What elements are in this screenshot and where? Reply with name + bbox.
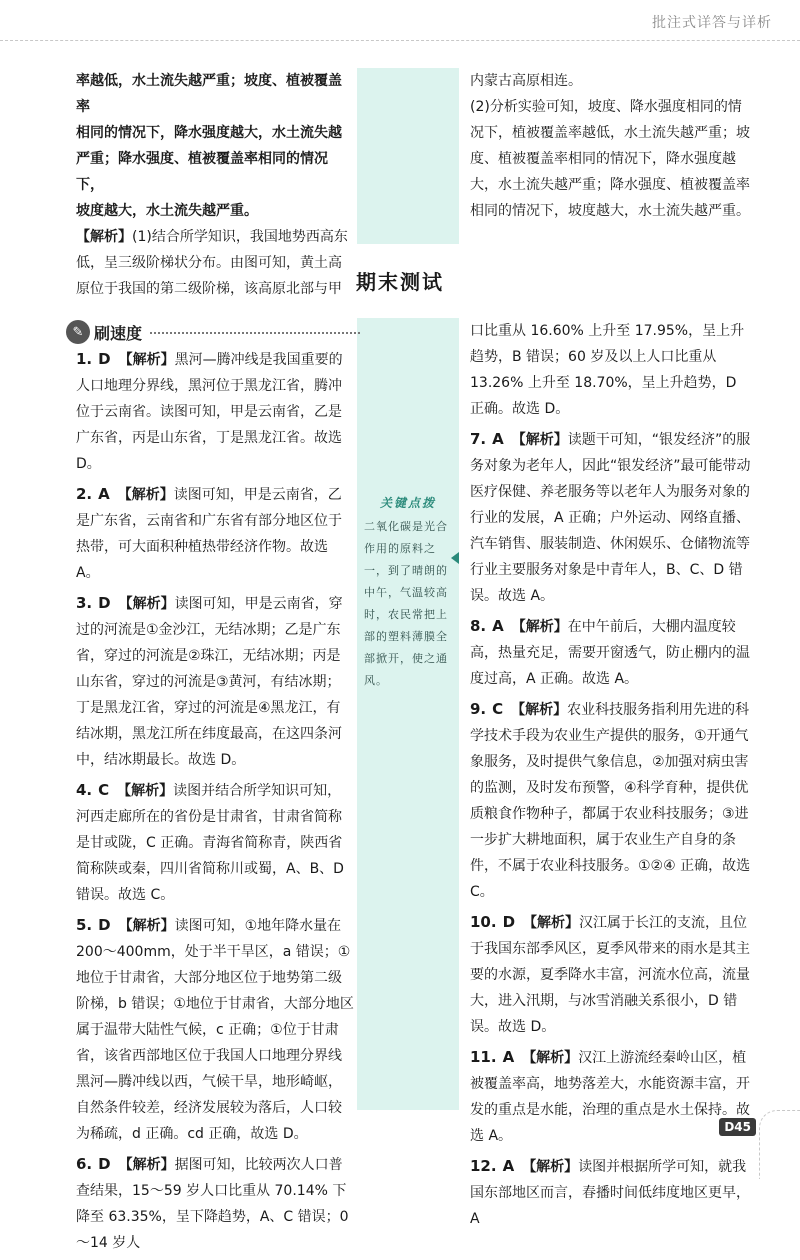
analysis-label: 【解析】 <box>117 783 174 799</box>
answer-choice: A <box>502 1048 515 1066</box>
analysis-text: 口比重从 16.60% 上升至 17.95%，呈上升趋势，B 错误；60 岁及以上人口比重从 13.26% 上升至 18.70%，呈上升趋势，D 正确。故选 D。 <box>470 323 745 417</box>
analysis-label: 【解析】 <box>118 596 175 612</box>
analysis-text: (1)结合所学知识，我国地势西高东低，呈三级阶梯状分布。由图可知，黄土高原位于我国的第二级阶梯，该高原北部与甲 <box>76 229 348 297</box>
answer-item <box>470 1153 752 1232</box>
analysis-text: 读图并根据所学可知，就我国东部地区而言，春播时间低纬度地区更早，A <box>470 1159 750 1227</box>
answer-line: 坡度越大，水土流失越严重。 <box>76 203 258 219</box>
answer-item <box>470 426 752 609</box>
answer-item <box>470 909 752 1040</box>
analysis-text: 汉江上游流经秦岭山区，植被覆盖率高，地势落差大，水能资源丰富，开发的重点是水能，治理的重点是水土保持。故选 A。 <box>470 1050 750 1144</box>
margin-note-strip <box>357 318 459 1110</box>
answer-item <box>470 1044 752 1149</box>
analysis-text: 读图并结合所学知识可知，河西走廊所在的省份是甘肃省，甘肃省简称是甘或陇，C 正确。青海省简称青，陕西省简称陕或秦，四川省简称川或蜀，A、B、D 错误。故选 C。 <box>76 783 344 903</box>
analysis-part2: (2)分析实验可知，坡度、降水强度相同的情况下，植被覆盖率越低，水土流失越严重；坡度、植被覆盖率相同的情况下，降水强度越大，水土流失越严重；降水强度、植被覆盖率相同的情况下，坡度越大，水土流失越严重。 <box>470 99 750 219</box>
question-number: 7. <box>470 430 487 448</box>
margin-note-strip-top <box>357 68 459 244</box>
answer-line: 严重；降水强度、植被覆盖率相同的情况下， <box>76 151 328 193</box>
answer-choice: D <box>502 913 516 931</box>
analysis-text: 读图可知，甲是云南省，穿过的河流是①金沙江，无结冰期；乙是广东省，穿过的河流是②珠江，无结冰期；丙是山东省，穿过的河流是③黄河，有结冰期；丁是黑龙江省，穿过的河流是④黑龙江，有结冰期，黑龙江所在纬度最高，在这四条河中，结冰期最长。故选 D。 <box>76 596 343 768</box>
question-number: 6. <box>76 1155 93 1173</box>
left-answers-column <box>76 346 354 1260</box>
answer-line: 相同的情况下，降水强度越大，水土流失越 <box>76 125 342 141</box>
analysis-label: 【解析】 <box>117 487 174 503</box>
analysis-text: 读图可知，①地年降水量在 200～400mm，处于半干旱区，a 错误；①地位于甘肃省，大部分地区位于地势第二级阶梯，b 错误；①地位于甘肃省，大部分地区属于温带大陆性气候，c 正确；①位于甘肃省，该省西部地区位于我国人口地理分界线黑河—腾冲线以西，气候干旱，地形崎岖，自然条件较差，经济发展较为落后，人口较为稀疏，d 正确。cd 正确，故选 D。 <box>76 918 354 1142</box>
analysis-label: 【解析】 <box>118 352 175 368</box>
answer-choice: D <box>98 916 111 934</box>
note-pointer-icon <box>451 552 459 564</box>
analysis-label: 【解析】 <box>522 1159 579 1175</box>
analysis-text: 在中午前后，大棚内温度较高，热量充足，需要开窗透气，防止棚内的温度过高，A 正确。故选 A。 <box>470 619 750 687</box>
answer-item <box>470 613 752 692</box>
dotted-rule <box>150 332 360 334</box>
answer-item <box>470 696 752 905</box>
answer-item <box>76 590 354 773</box>
analysis-label: 【解析】 <box>523 915 580 931</box>
question-number: 8. <box>470 617 487 635</box>
speed-label: 刷速度 <box>94 323 143 343</box>
analysis-label: 【解析】 <box>511 619 568 635</box>
analysis-label: 【解析】 <box>511 432 568 448</box>
analysis-text: 汉江属于长江的支流，且位于我国东部季风区，夏季风带来的雨水是其主要的水源，夏季降水丰富，河流水位高，流量大，进入汛期，与冰雪消融关系很小，D 错误。故选 D。 <box>470 915 750 1035</box>
header-divider <box>0 40 800 41</box>
analysis-label: 【解析】 <box>118 918 175 934</box>
answer-item <box>76 777 354 908</box>
answer-choice: A <box>98 485 110 503</box>
question-number: 5. <box>76 916 93 934</box>
answer-item <box>76 346 354 477</box>
analysis-text: 黑河—腾冲线是我国重要的人口地理分界线，黑河位于黑龙江省，腾冲位于云南省。读图可知，甲是云南省，乙是广东省，丙是山东省，丁是黑龙江省。故选 D。 <box>76 352 343 472</box>
section-title: 期末测试 <box>356 270 444 294</box>
answer-choice: C <box>492 700 504 718</box>
analysis-text: 农业科技服务指利用先进的科学技术手段为农业生产提供的服务，①开通气象服务，及时提供气象信息，②加强对病虫害的监测，及时发布预警，④科学育种，提供优质粮食作物种子，都属于农业科技服务；③进一步扩大耕地面积，属于农业生产自身的条件，不属于农业科技服务。①②④ 正确，故选 C。 <box>470 702 751 900</box>
analysis-label: 【解析】 <box>118 1157 175 1173</box>
answer-choice: D <box>98 1155 111 1173</box>
answer-choice: D <box>98 594 111 612</box>
answer-item <box>470 318 752 422</box>
question-number: 9. <box>470 700 487 718</box>
header-title: 批注式详答与详析 <box>652 15 772 31</box>
answer-choice: C <box>98 781 110 799</box>
question-number: 2. <box>76 485 93 503</box>
answer-choice: A <box>492 430 504 448</box>
answer-item <box>76 481 354 586</box>
pencil-icon: ✎ <box>66 320 90 344</box>
side-note-title: 关键点拨 <box>379 496 436 510</box>
speed-tag <box>66 320 360 344</box>
page-corner-decoration <box>759 1110 800 1179</box>
answer-item <box>76 1151 354 1256</box>
question-number: 11. <box>470 1048 497 1066</box>
answer-choice: A <box>502 1157 515 1175</box>
question-number: 4. <box>76 781 93 799</box>
right-answers-column <box>470 318 752 1236</box>
question-number: 10. <box>470 913 497 931</box>
question-number: 1. <box>76 350 93 368</box>
analysis-label: 【解析】 <box>76 229 132 245</box>
analysis-text: 读题干可知，“银发经济”的服务对象为老年人，因此“银发经济”最可能带动医疗保健、养老服务等以老年人为服务对象的行业的发展，A 正确；户外运动、网络直播、汽车销售、服装制造、休闲娱乐、仓储物流等行业主要服务对象是中青年人，B、C、D 错误。故选 A。 <box>470 432 751 604</box>
question-number: 12. <box>470 1157 497 1175</box>
page-number: D45 <box>719 1118 756 1136</box>
analysis-text: 据图可知，比较两次人口普查结果，15～59 岁人口比重从 70.14% 下降至 63.35%，呈下降趋势，A、C 错误；0～14 岁人 <box>76 1157 349 1251</box>
answer-choice: A <box>492 617 504 635</box>
analysis-label: 【解析】 <box>522 1050 579 1066</box>
continuation-line: 内蒙古高原相连。 <box>470 73 582 89</box>
top-right-column <box>470 68 752 224</box>
answer-choice: D <box>98 350 111 368</box>
analysis-label: 【解析】 <box>511 702 568 718</box>
answer-item <box>76 912 354 1147</box>
analysis-text: 读图可知，甲是云南省，乙是广东省，云南省和广东省有部分地区位于热带，可大面积种植热带经济作物。故选 A。 <box>76 487 342 581</box>
answer-line: 率越低，水土流失越严重；坡度、植被覆盖率 <box>76 73 342 115</box>
side-note-text: 二氧化碳是光合作用的原料之一，到了晴朗的中午，气温较高时，农民常把上部的塑料薄膜全部掀开，使之通风。 <box>364 520 448 687</box>
question-number: 3. <box>76 594 93 612</box>
